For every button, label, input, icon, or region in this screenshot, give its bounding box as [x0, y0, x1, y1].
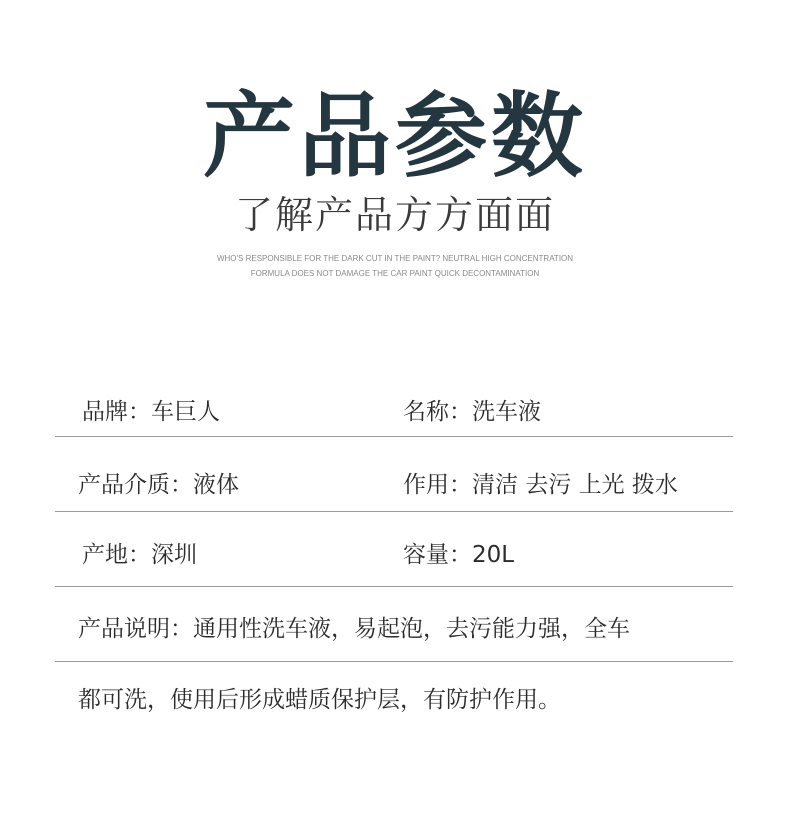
row-divider [55, 586, 733, 587]
row-divider [55, 661, 733, 662]
param-capacity: 容量：20L [403, 542, 515, 568]
english-caption-line-1: WHO'S RESPONSIBLE FOR THE DARK CUT IN THE PAINT? NEUTRAL HIGH CONCENTRATION [216, 254, 574, 263]
row-divider [55, 436, 733, 437]
param-usage: 作用：清洁 去污 上光 拨水 [403, 472, 678, 498]
param-name: 名称：洗车液 [403, 399, 541, 425]
param-material: 产品介质：液体 [78, 472, 239, 498]
param-origin: 产地：深圳 [82, 542, 197, 568]
page-subtitle: 了解产品方方面面 [234, 193, 555, 237]
page-title: 产品参数 [202, 83, 587, 190]
param-brand: 品牌：车巨人 [82, 399, 220, 425]
param-description-line-1: 产品说明：通用性洗车液，易起泡，去污能力强，全车 [78, 616, 630, 642]
row-divider [55, 511, 733, 512]
param-description-line-2: 都可洗，使用后形成蜡质保护层，有防护作用。 [78, 687, 561, 713]
english-caption-line-2: FORMULA DOES NOT DAMAGE THE CAR PAINT QUICK DECONTAMINATION [250, 269, 540, 278]
